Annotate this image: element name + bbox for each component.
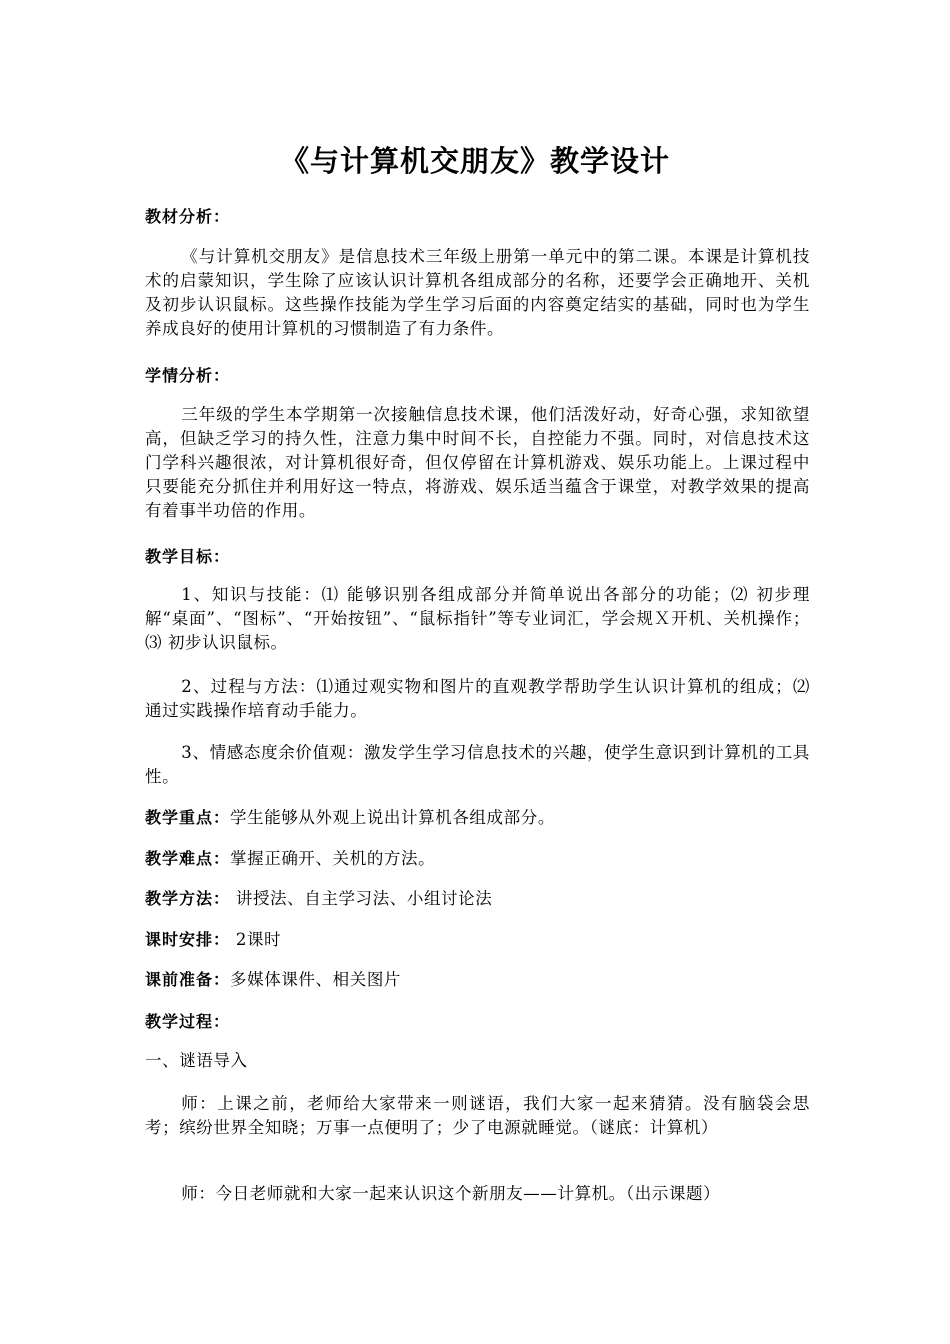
key-point-label: 教学重点：: [145, 808, 231, 827]
method-value: 讲授法、自主学习法、小组讨论法: [230, 889, 493, 908]
method-label: 教学方法：: [145, 889, 231, 908]
preparation-label: 课前准备：: [145, 970, 231, 989]
document-title: 《与计算机交朋友》教学设计: [279, 144, 670, 178]
method-line: [145, 887, 810, 911]
objective-item-process: 2、过程与方法：⑴通过观实物和图片的直观教学帮助学生认识计算机的组成；⑵ 通过实践操作培育动手能力。: [145, 677, 810, 720]
preparation-line: [145, 968, 810, 992]
student-analysis-heading: 学情分析：: [145, 366, 231, 385]
process-paragraph: 师：今日老师就和大家一起来认识这个新朋友——计算机。（出示课题）: [181, 1184, 721, 1203]
objectives-heading: 教学目标：: [145, 547, 231, 566]
preparation-value: 多媒体课件、相关图片: [230, 970, 402, 989]
material-analysis-heading: 教材分析：: [145, 207, 231, 226]
process-paragraph: 师：上课之前，老师给大家带来一则谜语，我们大家一起来猜猜。没有脑袋会思考；缤纷世界全知晓；万事一点便明了；少了电源就睡觉。（谜底：计算机）: [145, 1094, 810, 1137]
process-heading: 教学过程：: [145, 1012, 231, 1031]
difficulty-line: [145, 847, 810, 871]
objective-item-attitude: 3、情感态度余价值观：激发学生学习信息技术的兴趣，使学生意识到计算机的工具性。: [145, 743, 810, 786]
key-point-line: [145, 806, 810, 830]
objective-item-knowledge: 1、知识与技能：⑴ 能够识别各组成部分并简单说出各部分的功能；⑵ 初步理解“桌面”、“图标”、“开始按钮”、“鼠标指针”等专业词汇，学会规Ｘ开机、关机操作；⑶ 初步认识鼠标。: [145, 585, 810, 652]
process-section-1: 一、谜语导入: [145, 1051, 248, 1070]
material-analysis-text: 《与计算机交朋友》是信息技术三年级上册第一单元中的第二课。本课是计算机技术的启蒙知识，学生除了应该认识计算机各组成部分的名称，还要学会正确地开、关机及初步认识鼠标。这些操作技能为学生学习后面的内容奠定结实的基础，同时也为学生养成良好的使用计算机的习惯制造了有力条件。: [145, 247, 810, 338]
difficulty-value: 掌握正确开、关机的方法。: [230, 849, 436, 868]
schedule-label: 课时安排：: [145, 930, 231, 949]
student-analysis-text: 三年级的学生本学期第一次接触信息技术课，他们活泼好动，好奇心强，求知欲望高，但缺乏学习的持久性，注意力集中时间不长，自控能力不强。同时，对信息技术这门学科兴趣很浓，对计算机很好奇，但仅停留在计算机游戏、娱乐功能上。上课过程中只要能充分抓住并利用好这一特点，将游戏、娱乐适当蕴含于课堂，对教学效果的提高有着事半功倍的作用。: [145, 405, 810, 520]
key-point-value: 学生能够从外观上说出计算机各组成部分。: [230, 808, 555, 827]
schedule-line: [145, 928, 810, 952]
schedule-value: 2课时: [230, 930, 282, 949]
difficulty-label: 教学难点：: [145, 849, 231, 868]
